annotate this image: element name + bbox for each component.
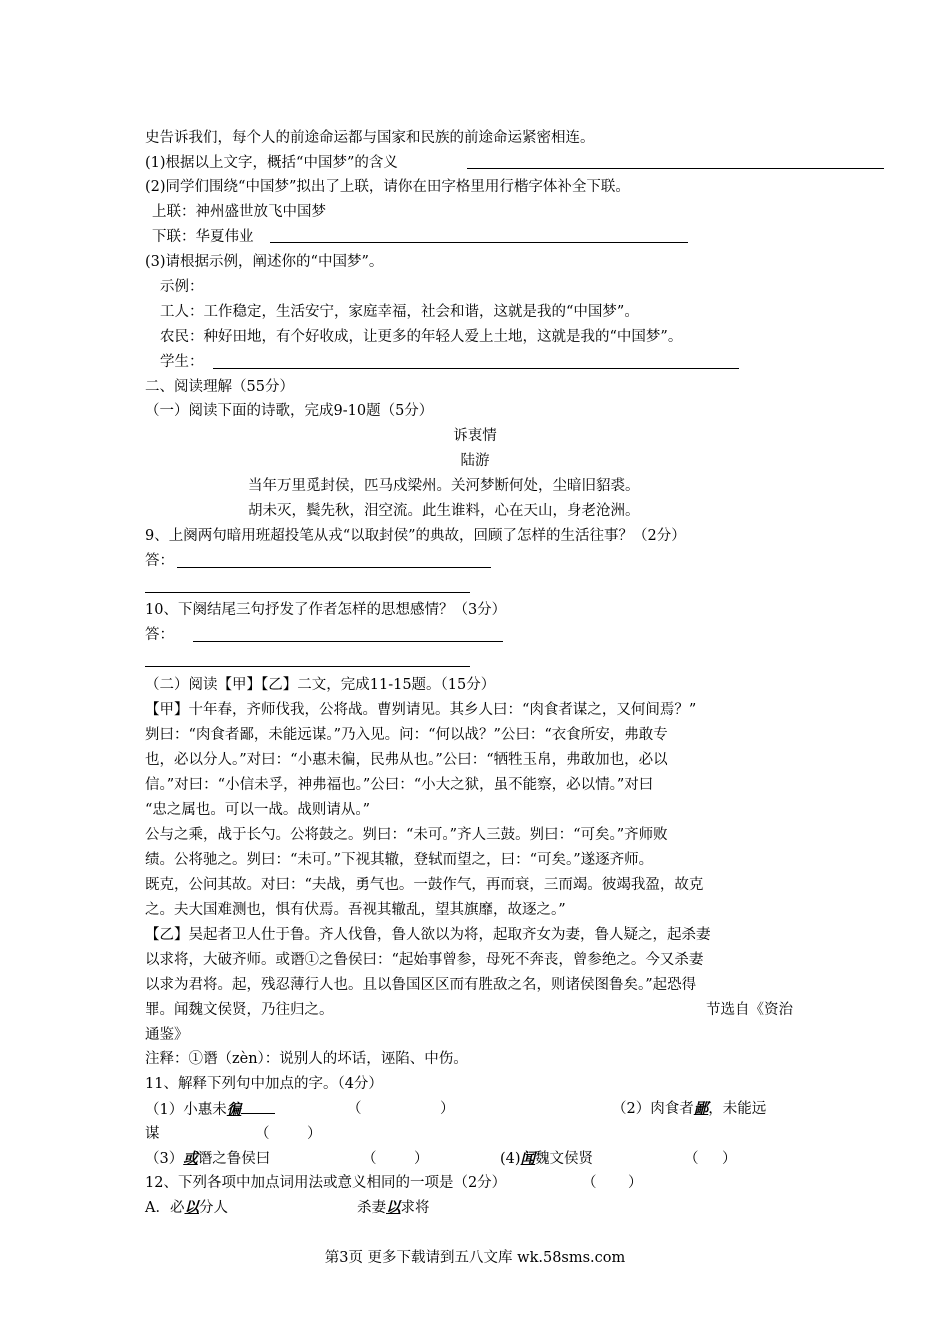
answer-line[interactable] bbox=[145, 592, 470, 593]
answer-line[interactable] bbox=[270, 242, 688, 243]
yi-line: 【乙】吴起者卫人仕于鲁。齐人伐鲁，鲁人欲以为将，起取齐女为妻，鲁人疑之，起杀妻 bbox=[145, 927, 711, 943]
dotted-word: 闻 bbox=[520, 1150, 536, 1167]
q8-part3: (3)请根据示例，阐述你的“中国梦”。 bbox=[145, 254, 384, 270]
question-12: 12、下列各项中加点词用法或意义相同的一项是（2分） bbox=[145, 1175, 507, 1191]
intro-tail: 史告诉我们，每个人的前途命运都与国家和民族的前途命运紧密相连。 bbox=[145, 130, 595, 146]
couplet-upper: 上联：神州盛世放飞中国梦 bbox=[152, 204, 326, 220]
jia-line: 之。夫大国难测也，惧有伏焉。吾视其辙乱，望其旗靡，故逐之。” bbox=[145, 902, 566, 918]
answer-line[interactable] bbox=[193, 641, 503, 642]
poem-title: 诉衷情 bbox=[453, 428, 497, 444]
answer-paren-close: ） bbox=[628, 1175, 643, 1191]
jia-line: 公与之乘，战于长勺。公将鼓之。刿曰：“未可。”齐人三鼓。刿曰：“可矣。”齐师败 bbox=[145, 827, 668, 843]
example-worker: 工人：工作稳定，生活安宁，家庭幸福，社会和谐，这就是我的“中国梦”。 bbox=[160, 304, 639, 320]
source-citation-tail: 通鉴》 bbox=[145, 1027, 189, 1043]
source-citation: 节选自《资治 bbox=[706, 1002, 793, 1018]
q8-part2: (2)同学们围绕“中国梦”拟出了上联，请你在田字格里用行楷字体补全下联。 bbox=[145, 179, 630, 195]
yi-line: 以求将，大破齐师。或谮①之鲁侯曰：“起始事曾参，母死不奔丧，曾参绝之。今又杀妻 bbox=[145, 952, 704, 968]
annotation-note: 注释：①谮（zèn）：说别人的坏话，诬陷、中伤。 bbox=[145, 1051, 468, 1067]
answer-line[interactable] bbox=[177, 567, 491, 568]
example-farmer: 农民：种好田地，有个好收成，让更多的年轻人爱上土地，这就是我的“中国梦”。 bbox=[160, 329, 683, 345]
answer-paren-close: ） bbox=[414, 1151, 429, 1167]
section2-part2: （二）阅读【甲】【乙】二文，完成11-15题。（15分） bbox=[145, 677, 496, 693]
example-student: 学生： bbox=[160, 354, 204, 370]
answer-paren-close: ） bbox=[722, 1151, 737, 1167]
dotted-word: 徧 bbox=[226, 1101, 242, 1118]
q8-part1: (1)根据以上文字，概括“中国梦”的含义 bbox=[145, 155, 398, 171]
answer-paren-close: ） bbox=[307, 1126, 322, 1142]
answer-line[interactable] bbox=[467, 168, 884, 169]
jia-line: 绩。公将驰之。刿曰：“未可。”下视其辙，登轼而望之，曰：“可矣。”遂逐齐师。 bbox=[145, 852, 654, 868]
answer-paren-close: ） bbox=[440, 1101, 455, 1117]
section2-title: 二、阅读理解（55分） bbox=[145, 379, 294, 395]
answer-label: 答： bbox=[145, 627, 174, 643]
q11-item-1: （1）小惠未徧 bbox=[145, 1099, 275, 1120]
question-10: 10、下阕结尾三句抒发了作者怎样的思想感情？（3分） bbox=[145, 602, 507, 618]
jia-line: 也，必以分人。”对曰：“小惠未徧，民弗从也。”公曰：“牺牲玉帛，弗敢加也，必以 bbox=[145, 752, 668, 768]
q11-item-2: （2）肉食者鄙，未能远 bbox=[612, 1100, 767, 1117]
dotted-word: 鄙 bbox=[693, 1100, 709, 1117]
jia-line: 刿曰：“肉食者鄙，未能远谋。”乃入见。问：“何以战？”公曰：“衣食所安，弗敢专 bbox=[145, 727, 668, 743]
answer-label: 答： bbox=[145, 553, 174, 569]
question-11: 11、解释下列句中加点的字。（4分） bbox=[145, 1076, 383, 1092]
couplet-lower: 下联：华夏伟业 bbox=[152, 229, 254, 245]
jia-line: 【甲】十年春，齐师伐我，公将战。曹刿请见。其乡人曰：“肉食者谋之，又何间焉？” bbox=[145, 702, 697, 718]
answer-paren-open: （ bbox=[684, 1151, 699, 1167]
dotted-word: 或 bbox=[183, 1150, 198, 1167]
answer-paren-open: （ bbox=[347, 1101, 362, 1117]
poem-line-1: 当年万里觅封侯，匹马戍梁州。关河梦断何处，尘暗旧貂裘。 bbox=[248, 478, 640, 494]
q11-item-3: （3）或谮之鲁侯曰 bbox=[145, 1150, 271, 1167]
q11-item-2-tail: 谋 bbox=[145, 1126, 160, 1142]
answer-line[interactable] bbox=[145, 666, 470, 667]
answer-line[interactable] bbox=[213, 368, 739, 369]
dotted-word: 以 bbox=[184, 1199, 199, 1216]
example-label: 示例： bbox=[160, 279, 204, 295]
answer-paren-open: （ bbox=[362, 1151, 377, 1167]
yi-line: 以求为君将。起，残忍薄行人也。且以鲁国区区而有胜敌之名，则诸侯图鲁矣。”起恐得 bbox=[145, 977, 697, 993]
jia-line: 既克，公问其故。对曰：“夫战，勇气也。一鼓作气，再而衰，三而竭。彼竭我盈，故克 bbox=[145, 877, 704, 893]
answer-paren-open: （ bbox=[582, 1175, 597, 1191]
dotted-word: 以 bbox=[386, 1199, 401, 1216]
q12-option-a: A．必以分人 bbox=[145, 1199, 228, 1216]
question-9: 9、上阕两句暗用班超投笔从戎“以取封侯”的典故，回顾了怎样的生活往事？（2分） bbox=[145, 528, 686, 544]
answer-blank[interactable] bbox=[241, 1099, 275, 1114]
q11-item-4: (4)闻魏文侯贤 bbox=[500, 1150, 594, 1167]
page-footer: 第3页 更多下载请到五八文库 wk.58sms.com bbox=[324, 1250, 626, 1266]
poem-author: 陆游 bbox=[460, 453, 490, 469]
answer-paren-open: （ bbox=[255, 1126, 270, 1142]
jia-line: “忠之属也。可以一战。战则请从。” bbox=[145, 802, 371, 818]
q12-option-a-compare: 杀妻以求将 bbox=[357, 1199, 430, 1216]
poem-line-2: 胡未灭，鬓先秋，泪空流。此生谁料，心在天山，身老沧洲。 bbox=[248, 503, 640, 519]
jia-line: 信。”对曰：“小信未孚，神弗福也。”公曰：“小大之狱，虽不能察，必以情。”对曰 bbox=[145, 777, 654, 793]
section2-part1: （一）阅读下面的诗歌，完成9-10题（5分） bbox=[145, 403, 434, 419]
yi-line: 罪。闻魏文侯贤，乃往归之。 bbox=[145, 1002, 334, 1018]
